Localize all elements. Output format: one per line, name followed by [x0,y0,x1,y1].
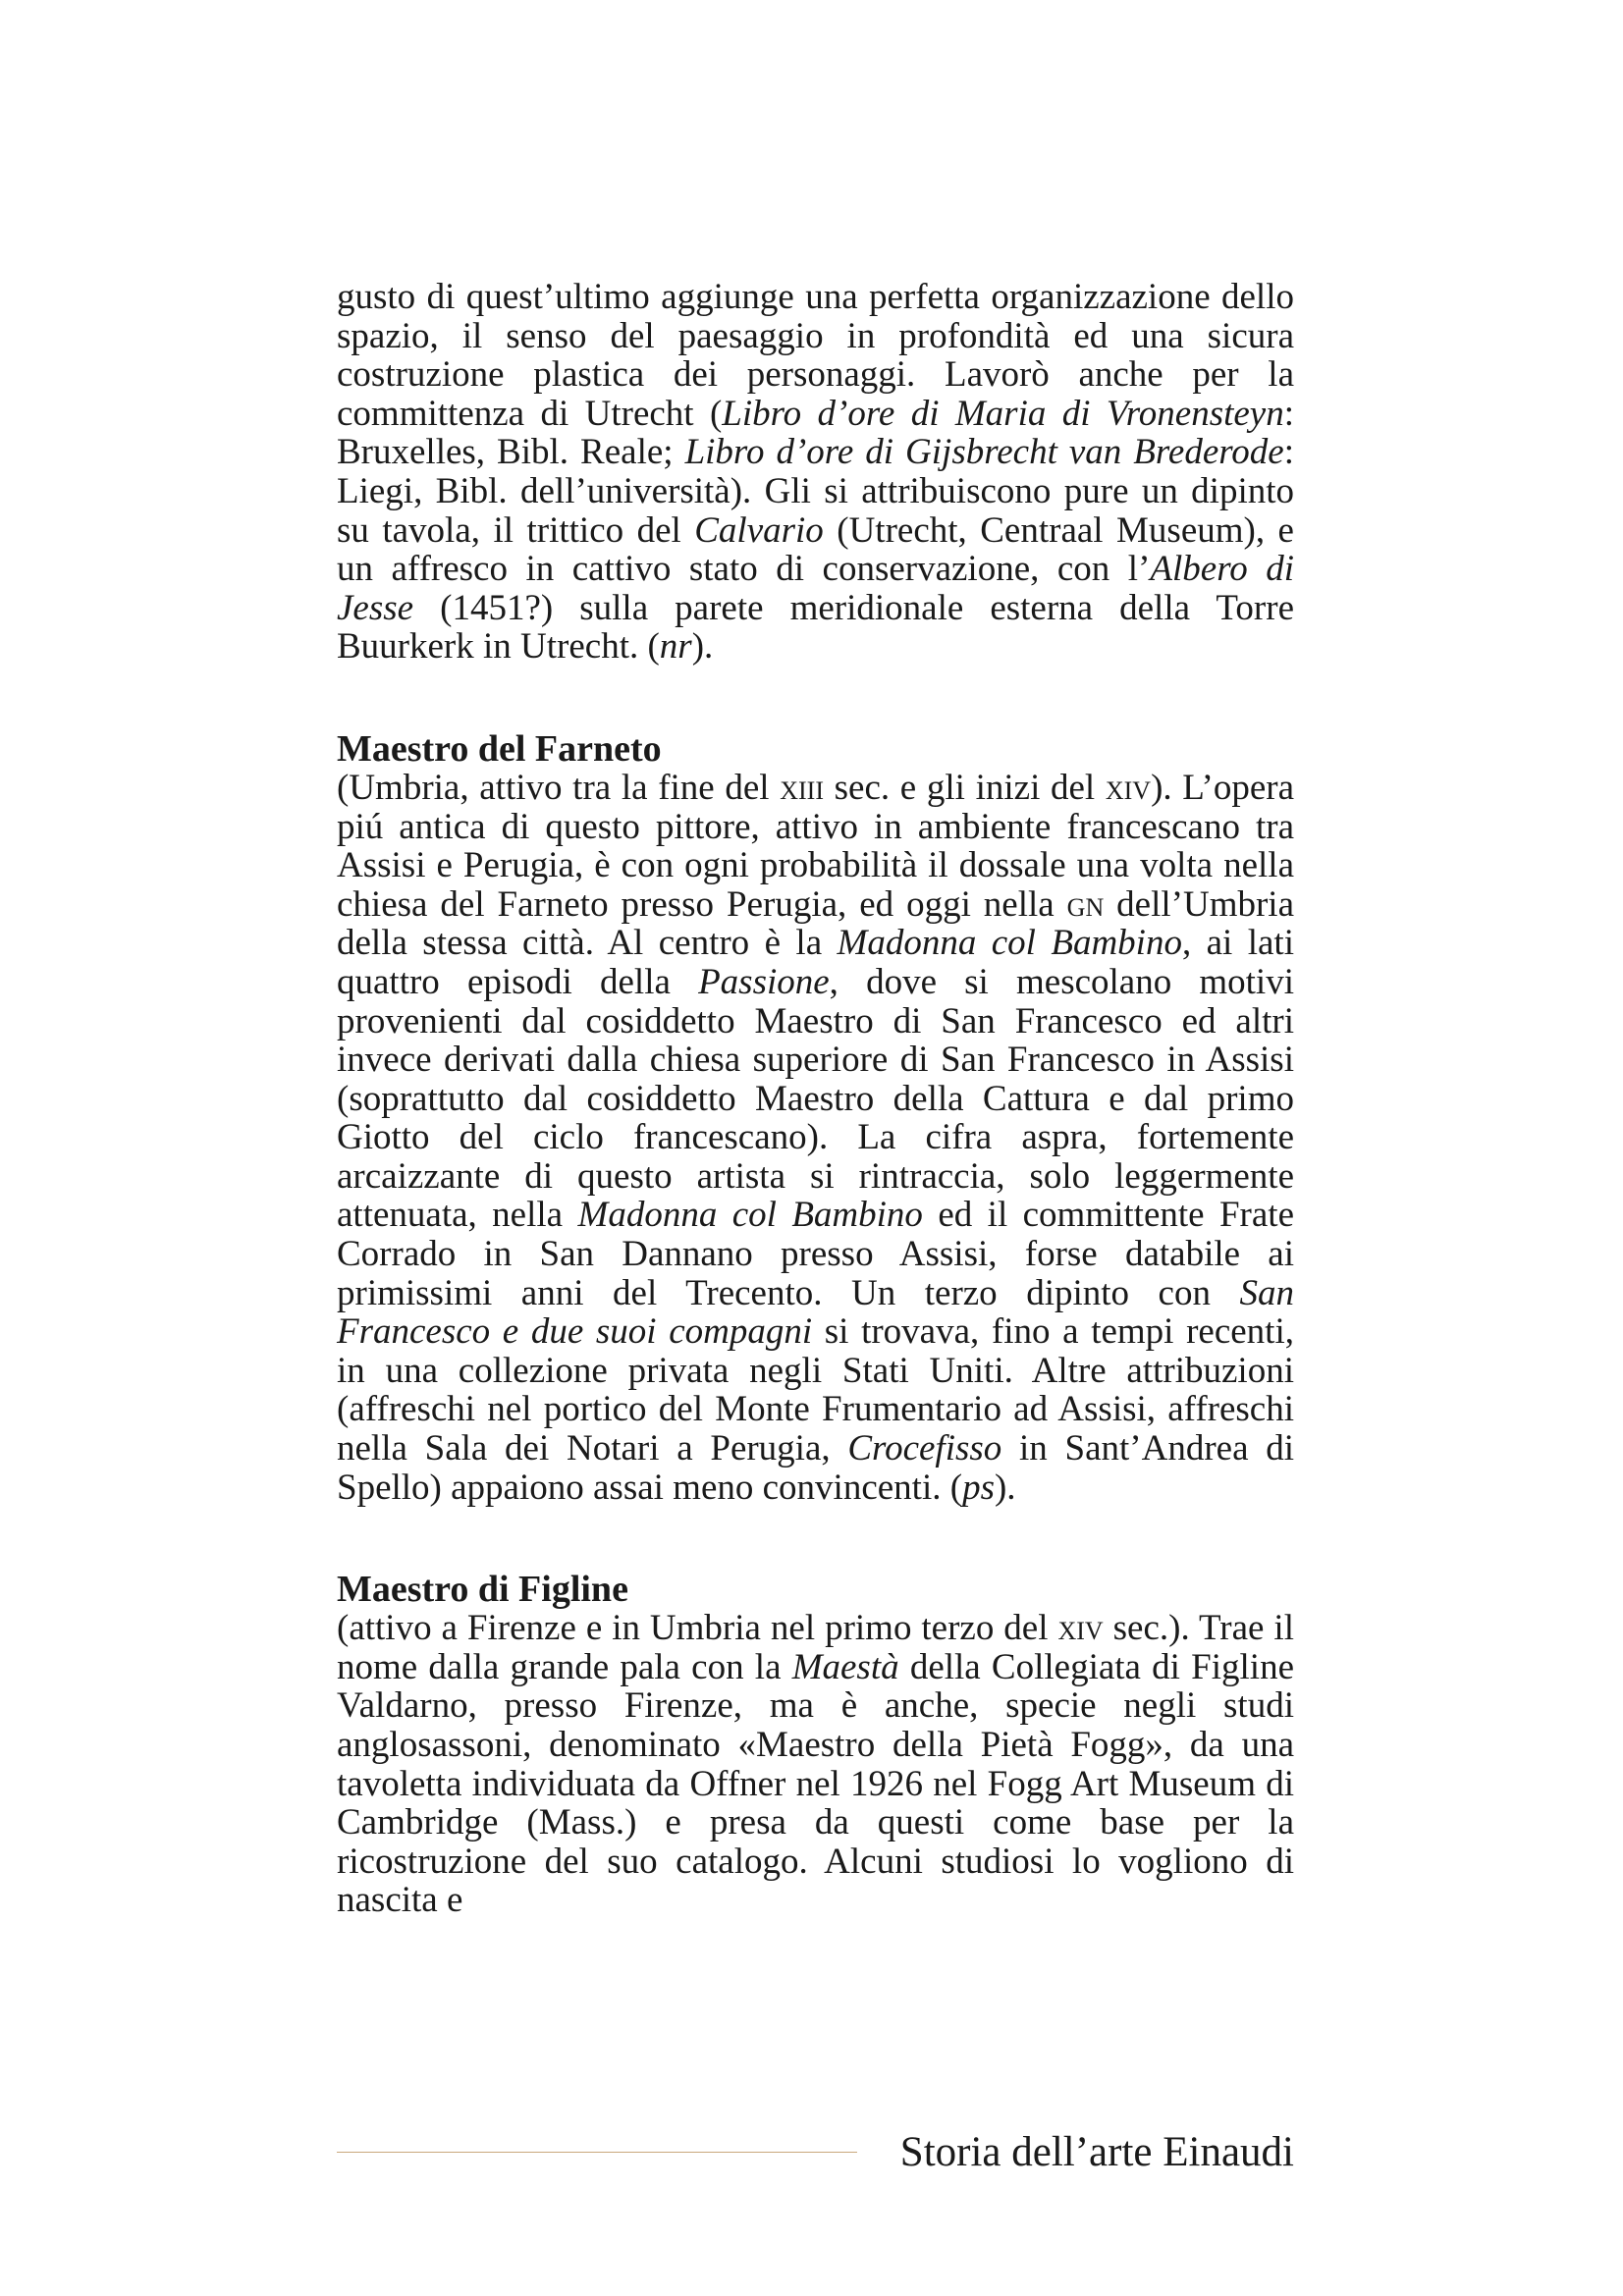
italic-span: Libro d’ore di Gijsbrecht van Brederode [684,432,1284,473]
text-run: sec. e gli inizi del [824,767,1106,808]
page-footer [337,2128,1294,2177]
entry-paragraph-maestro-di-figline [337,1609,1294,1920]
text-run: (1451?) sulla parete meridionale esterna della Torre Buurkerk in Utrecht. ( [337,587,1294,667]
text-run: ed il committente Frate Corrado in San Dannano presso Assisi, forse databile ai primissimi anni del Trecento. Un terzo dipinto con [337,1195,1295,1313]
text-run: ). [994,1467,1016,1508]
entry-title-maestro-di-figline: Maestro di Figline [337,1569,628,1611]
italic-span: Libro d’ore di Maria di Vronensteyn [722,393,1284,434]
text-run: si trovava, fino a tempi recenti, in una collezione privata negli Stati Uniti. Altre attribuzioni (affreschi nel portico del Monte Frumentario ad Assisi, affreschi nella Sala dei Notari a Perugia, [337,1311,1294,1469]
italic-span: Maestà [791,1646,899,1687]
entry-paragraph-continuation [337,278,1294,667]
text-column [337,278,1294,1920]
italic-span: Calvario [694,509,824,551]
text-run: (Umbria, attivo tra la fine del [337,767,781,808]
text-run: : Bruxelles, Bibl. Reale; [337,393,1294,473]
italic-span: Passione [698,961,830,1002]
text-run: (attivo a Firenze e in Umbria nel primo terzo del [337,1608,1058,1649]
italic-span: Madonna col Bambino [577,1195,923,1236]
smallcaps-span: gn [1066,883,1105,925]
smallcaps-span: xiv [1057,1608,1104,1649]
footer-rule [337,2152,857,2153]
text-run: ). [691,626,714,667]
italic-span: San Francesco e due suoi compagni [337,1272,1294,1353]
italic-span: nr [659,626,692,667]
text-run: della Collegiata di Figline Valdarno, presso Firenze, ma è anche, specie negli studi anglosassoni, denominato «Maestro della Pietà Fogg», da una tavoletta individuata da Offner nel 1926 nel Fogg Art Museum di Cambridge (Mass.) e presa da questi come base per la ricostruzione del suo catalogo. Alcuni studiosi lo vogliono di nascita e [337,1646,1294,1921]
text-run: gusto di quest’ultimo aggiunge una perfetta organizzazione dello spazio, il senso del paesaggio in profondità ed una sicura costruzione plastica dei personaggi. Lavorò anche per la committenza di Utrecht ( [337,277,1294,434]
italic-span: ps [962,1467,995,1508]
text-run: sec.). Trae il nome dalla grande pala con la [337,1608,1294,1687]
footer-publication-title: Storia dell’arte Einaudi [899,2129,1294,2175]
text-run: (Utrecht, Centraal Museum), e un affresco in cattivo stato di conservazione, con l’ [337,509,1294,590]
text-run: , dove si mescolano motivi provenienti dal cosiddetto Maestro di San Francesco ed altri invece derivati dalla chiesa superiore di San Francesco in Assisi (soprattutto dal cosiddetto Maestro della Cattura e dal primo Giotto del ciclo francescano). La cifra aspra, fortemente arcaizzante di questo artista si rintraccia, solo leggermente attenuata, nella [337,961,1294,1236]
italic-span: Crocefisso [847,1428,1002,1469]
smallcaps-span: xiv [1105,767,1152,808]
text-run: ). L’opera piú antica di questo pittore, attivo in ambiente francescano tra Assisi e Perugia, è con ogni probabilità il dossale una volta nella chiesa del Farneto presso Perugia, ed oggi nella [337,767,1294,925]
italic-span: Madonna col Bambino [837,923,1182,964]
italic-span: Albero di Jesse [337,549,1294,628]
smallcaps-span: xiii [780,767,824,808]
entry-paragraph-maestro-del-farneto [337,769,1294,1507]
text-run: dell’Umbria della stessa città. Al centro è la [337,883,1295,964]
text-run: : Liegi, Bibl. dell’università). Gli si attribuiscono pure un dipinto su tavola, il trittico del [337,432,1295,551]
text-run: , ai lati quattro episodi della [337,923,1294,1002]
entry-title-maestro-del-farneto: Maestro del Farneto [337,727,662,770]
text-run: in Sant’Andrea di Spello) appaiono assai meno convincenti. ( [337,1428,1295,1508]
